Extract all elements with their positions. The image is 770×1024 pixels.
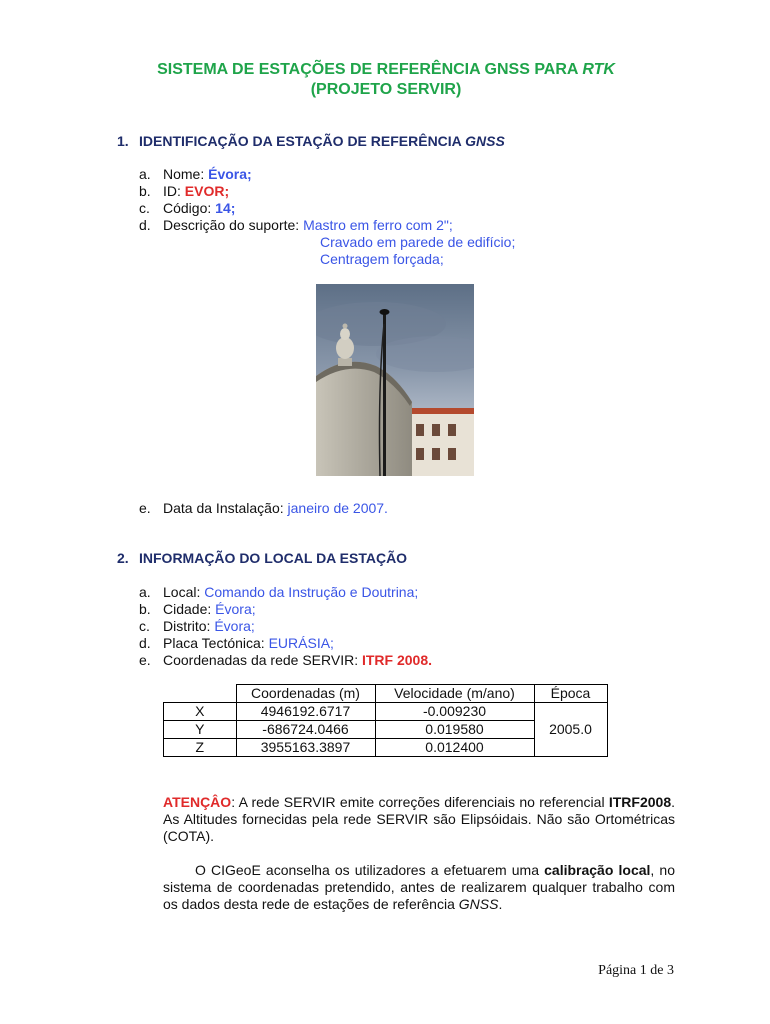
station-name-value: Évora; (208, 166, 252, 182)
title-line2: (PROJETO SERVIR) (310, 81, 462, 98)
page-title (100, 60, 672, 100)
notice-label: ATENÇÂO (163, 794, 232, 810)
install-date-row (139, 500, 388, 517)
section2-heading: 2. INFORMAÇÃO DO LOCAL DA ESTAÇÃO (117, 550, 408, 566)
title-line1: SISTEMA DE ESTAÇÕES DE REFERÊNCIA GNSS PARA (157, 61, 583, 78)
support-description-value: Mastro em ferro com 2"; (303, 217, 453, 233)
city-value: Évora; (215, 601, 256, 617)
list-item: a. Nome: Évora; (139, 166, 252, 182)
list-item: e. Data da Instalação: janeiro de 2007. (139, 500, 388, 516)
list-item: c. Código: 14; (139, 200, 236, 216)
station-photo (316, 284, 474, 476)
header-epoch: Época (534, 685, 607, 703)
tectonic-plate-value: EURÁSIA; (268, 635, 334, 651)
local-value: Comando da Instrução e Doutrina; (204, 584, 419, 600)
list-item: d. Placa Tectónica: EURÁSIA; (139, 635, 334, 651)
support-extra-1: Cravado em parede de edifício; (320, 234, 516, 250)
title-rtk: RTK (582, 61, 615, 78)
page-number: Página 1 de 3 (598, 963, 674, 978)
advice-paragraph: O CIGeoE aconselha os utilizadores a efetuarem uma calibração local, no sistema de coordenadas pretendido, antes de realizarem qualquer trabalho com os dados desta rede de estações de referência GNSS. (163, 862, 676, 912)
section1-list (139, 166, 453, 234)
section1-heading: 1. IDENTIFICAÇÃO DA ESTAÇÃO DE REFERÊNCIA GNSS (117, 133, 505, 149)
reference-frame-value: ITRF 2008. (361, 652, 433, 668)
table-row: X 4946192.6717 -0.009230 2005.0 (164, 703, 608, 721)
table-row: Y -686724.0466 0.019580 (164, 721, 608, 739)
station-code-value: 14; (215, 200, 236, 216)
list-item: a. Local: Comando da Instrução e Doutrina; (139, 584, 419, 600)
coordinates-table (163, 684, 608, 757)
list-item: b. Cidade: Évora; (139, 601, 256, 617)
list-item: d. Descrição do suporte: Mastro em ferro com 2"; (139, 217, 453, 233)
header-coordinates: Coordenadas (m) (236, 685, 375, 703)
notice-paragraph: ATENÇÂO: A rede SERVIR emite correções diferenciais no referencial ITRF2008. As Altitudes fornecidas pela rede SERVIR são Elipsóidais. Não são Ortométricas (COTA). (163, 794, 675, 844)
header-velocity: Velocidade (m/ano) (375, 685, 534, 703)
table-row: Z 3955163.3897 0.012400 (164, 739, 608, 757)
list-item: c. Distrito: Évora; (139, 618, 255, 634)
district-value: Évora; (214, 618, 255, 634)
list-item: b. ID: EVOR; (139, 183, 230, 199)
epoch-value: 2005.0 (534, 703, 607, 757)
support-extra-2: Centragem forçada; (320, 251, 444, 267)
install-date-value: janeiro de 2007. (287, 500, 388, 516)
station-id-value: EVOR; (184, 183, 230, 199)
section2-list (139, 584, 432, 669)
list-item: e. Coordenadas da rede SERVIR: ITRF 2008. (139, 652, 433, 668)
table-header-row (164, 685, 608, 703)
